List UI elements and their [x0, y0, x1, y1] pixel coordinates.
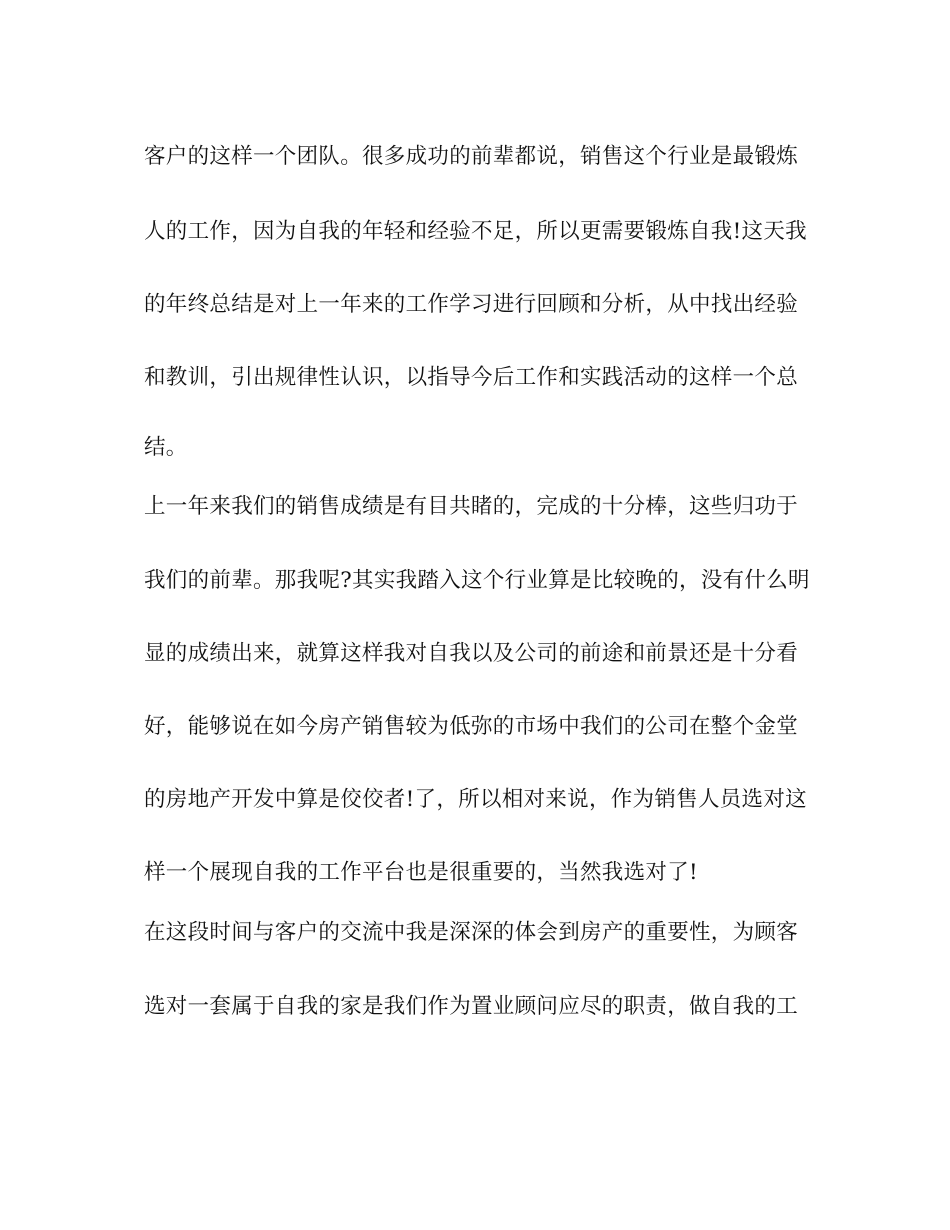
text-line: 客户的这样一个团队。很多成功的前辈都说，销售这个行业是最锻炼	[144, 144, 799, 169]
text-line: 上一年来我们的销售成绩是有目共睹的，完成的十分棒，这些归功于	[144, 494, 799, 519]
text-line: 我们的前辈。那我呢?其实我踏入这个行业算是比较晚的，没有什么明	[144, 568, 810, 593]
text-line: 好，能够说在如今房产销售较为低弥的市场中我们的公司在整个金堂	[144, 714, 799, 739]
text-line: 选对一套属于自我的家是我们作为置业顾问应尽的职责，做自我的工	[144, 994, 799, 1019]
text-line: 结。	[144, 435, 188, 460]
text-line: 样一个展现自我的工作平台也是很重要的，当然我选对了!	[144, 860, 698, 885]
text-line: 在这段时间与客户的交流中我是深深的体会到房产的重要性，为顾客	[144, 920, 799, 945]
text-line: 人的工作，因为自我的年轻和经验不足，所以更需要锻炼自我!这天我	[144, 219, 807, 244]
text-line: 的房地产开发中算是佼佼者!了，所以相对来说，作为销售人员选对这	[144, 787, 807, 812]
text-line: 显的成绩出来，就算这样我对自我以及公司的前途和前景还是十分看	[144, 641, 799, 666]
text-line: 和教训，引出规律性认识，以指导今后工作和实践活动的这样一个总	[144, 365, 799, 390]
text-line: 的年终总结是对上一年来的工作学习进行回顾和分析，从中找出经验	[144, 292, 799, 317]
